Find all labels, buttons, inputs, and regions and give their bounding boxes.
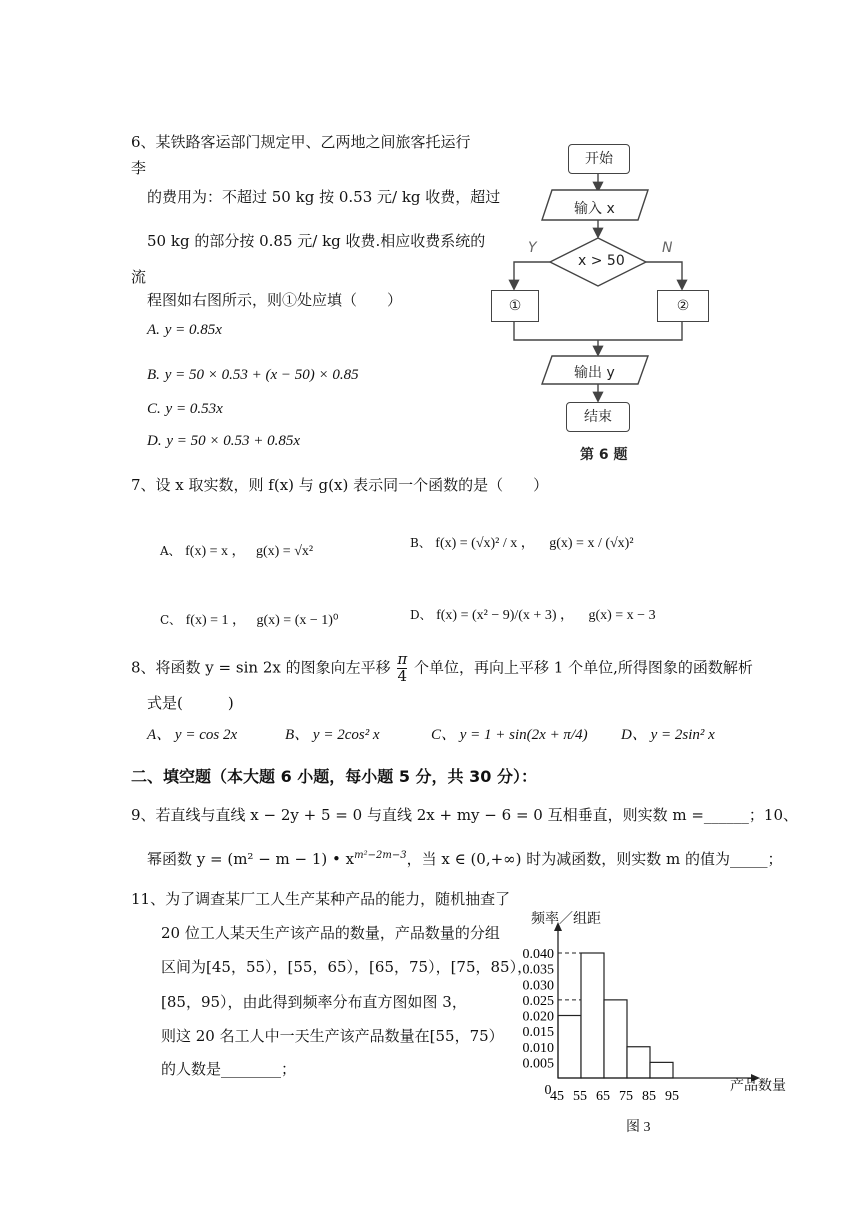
x-tick-label: 75: [619, 1089, 633, 1104]
q9-text: 9、若直线与直线 x − 2y + 5 = 0 与直线 2x + my − 6 = 0 互相垂直，则实数 m =______；10、: [131, 806, 799, 824]
q8-fraction-den: 4: [397, 666, 408, 685]
flowchart-box-2: ②: [657, 290, 709, 322]
y-tick-label: 0.030: [522, 978, 554, 994]
flowchart-start: 开始: [568, 144, 630, 174]
y-tick-label: 0.025: [522, 993, 554, 1009]
q8-option-b: B、 y = 2cos² x: [285, 727, 380, 743]
q7-option-d: [410, 604, 656, 624]
flowchart-no: N: [662, 240, 673, 256]
q10-part-a: 幂函数 y = (m² − m − 1) • x: [147, 850, 355, 868]
chart-ylabel: 频率／组距: [531, 911, 601, 927]
q7-option-c: [160, 609, 339, 629]
option-label: D.: [147, 433, 162, 449]
frequency-histogram: [500, 900, 810, 1140]
option-label: D、: [410, 608, 432, 622]
option-g: g(x) = x / (√x)²: [549, 536, 634, 551]
option-label: A.: [147, 322, 160, 338]
q7-option-a: [160, 540, 313, 560]
histogram-bar: [581, 953, 604, 1078]
q6-line4: 程图如右图所示，则①处应填（ ）: [147, 291, 403, 309]
flowchart-output: 输出 y: [574, 365, 615, 381]
q6-option-a: [147, 320, 222, 339]
q8-stem-b: 个单位，再向上平移 1 个单位,所得图象的函数解析: [414, 658, 753, 677]
q11-line6: 的人数是________；: [161, 1060, 297, 1078]
histogram-bar: [627, 1047, 650, 1078]
y-tick-label: 0.015: [522, 1025, 554, 1041]
option-g: g(x) = (x − 1)⁰: [256, 613, 339, 628]
q6-line3b: 流: [131, 268, 147, 286]
q6-line2: 的费用为：不超过 50 kg 按 0.53 元/ kg 收费，超过: [147, 188, 501, 206]
flowchart-box-1: ①: [491, 290, 539, 322]
q7-option-b: [410, 532, 634, 552]
q10-part-b: ，当 x ∈ (0,+∞) 时为减函数，则实数 m 的值为_____；: [406, 850, 783, 868]
q6-line3: 50 kg 的部分按 0.85 元/ kg 收费.相应收费系统的: [147, 232, 486, 250]
option-g: g(x) = x − 3: [588, 608, 656, 623]
q11-line5: 则这 20 名工人中一天生产该产品数量在[55，75）: [161, 1027, 504, 1045]
q8-option-c: C、 y = 1 + sin(2x + π/4): [431, 727, 588, 743]
origin-label: 0: [544, 1083, 552, 1098]
section-2-heading: 二、填空题（本大题 6 小题，每小题 5 分，共 30 分）：: [131, 767, 537, 786]
q6-option-b: [147, 365, 359, 384]
histogram-bar: [558, 1016, 581, 1079]
flowchart-caption: 第 6 题: [580, 447, 628, 463]
q6-line1: 6、某铁路客运部门规定甲、乙两地之间旅客托运行: [131, 133, 471, 151]
option-label: B、: [410, 536, 431, 550]
flowchart-yes: Y: [528, 240, 537, 256]
q10-exponent: m²−2m−3: [354, 850, 407, 861]
q8-stem-line1: [131, 652, 753, 685]
option-expr: y = 50 × 0.53 + 0.85x: [166, 433, 301, 449]
q8-stem-a: 8、将函数 y = sin 2x 的图象向左平移: [131, 658, 391, 677]
y-tick-label: 0.010: [522, 1040, 554, 1056]
q11-line3: 区间为[45，55），[55，65），[65，75），[75，85），: [161, 958, 533, 976]
histogram-bar: [650, 1062, 673, 1078]
q6-option-d: [147, 431, 300, 450]
flowchart-input: 输入 x: [574, 201, 615, 217]
q6-line1b: 李: [131, 159, 147, 177]
option-expr: y = 50 × 0.53 + (x − 50) × 0.85: [164, 367, 359, 383]
flowchart-end: 结束: [566, 402, 630, 432]
q8-option-a: A、 y = cos 2x: [147, 727, 238, 743]
y-tick-label: 0.020: [522, 1009, 554, 1025]
q8-option-d: D、 y = 2sin² x: [621, 727, 715, 743]
flowchart-condition: x > 50: [578, 253, 625, 269]
x-tick-label: 95: [665, 1089, 679, 1104]
option-g: g(x) = √x²: [255, 544, 314, 559]
q11-line1: 11、为了调查某厂工人生产某种产品的能力，随机抽查了: [131, 890, 511, 908]
option-f: f(x) = (√x)² / x ，: [435, 536, 535, 551]
q7-stem: 7、设 x 取实数，则 f(x) 与 g(x) 表示同一个函数的是（ ）: [131, 476, 549, 494]
option-expr: y = 0.53x: [165, 401, 223, 417]
option-f: f(x) = (x² − 9)/(x + 3) ，: [436, 608, 574, 623]
x-tick-label: 85: [642, 1089, 656, 1104]
x-tick-label: 65: [596, 1089, 610, 1104]
histogram-bar: [604, 1000, 627, 1078]
option-label: A、: [160, 544, 181, 558]
option-label: B.: [147, 367, 160, 383]
q11-line2: 20 位工人某天生产该产品的数量，产品数量的分组: [161, 924, 500, 942]
option-label: C.: [147, 401, 161, 417]
x-tick-label: 45: [550, 1089, 564, 1104]
chart-xlabel: 产品数量: [730, 1078, 786, 1094]
q8-stem-line2: 式是( ): [147, 694, 234, 712]
q8-fraction: [397, 652, 407, 685]
y-tick-label: 0.040: [522, 947, 554, 962]
q6-option-c: [147, 399, 223, 418]
option-expr: y = 0.85x: [164, 322, 222, 338]
x-tick-label: 55: [573, 1089, 587, 1104]
q8-fraction-num: π: [397, 650, 408, 668]
q11-line4: [85，95），由此得到频率分布直方图如图 3，: [161, 993, 467, 1011]
y-tick-label: 0.035: [522, 962, 554, 978]
option-label: C、: [160, 613, 182, 627]
chart-caption: 图 3: [626, 1120, 651, 1135]
option-f: f(x) = x ，: [185, 544, 246, 559]
option-f: f(x) = 1 ，: [185, 613, 247, 628]
y-tick-label: 0.005: [522, 1056, 554, 1072]
q10-text: [147, 848, 783, 869]
